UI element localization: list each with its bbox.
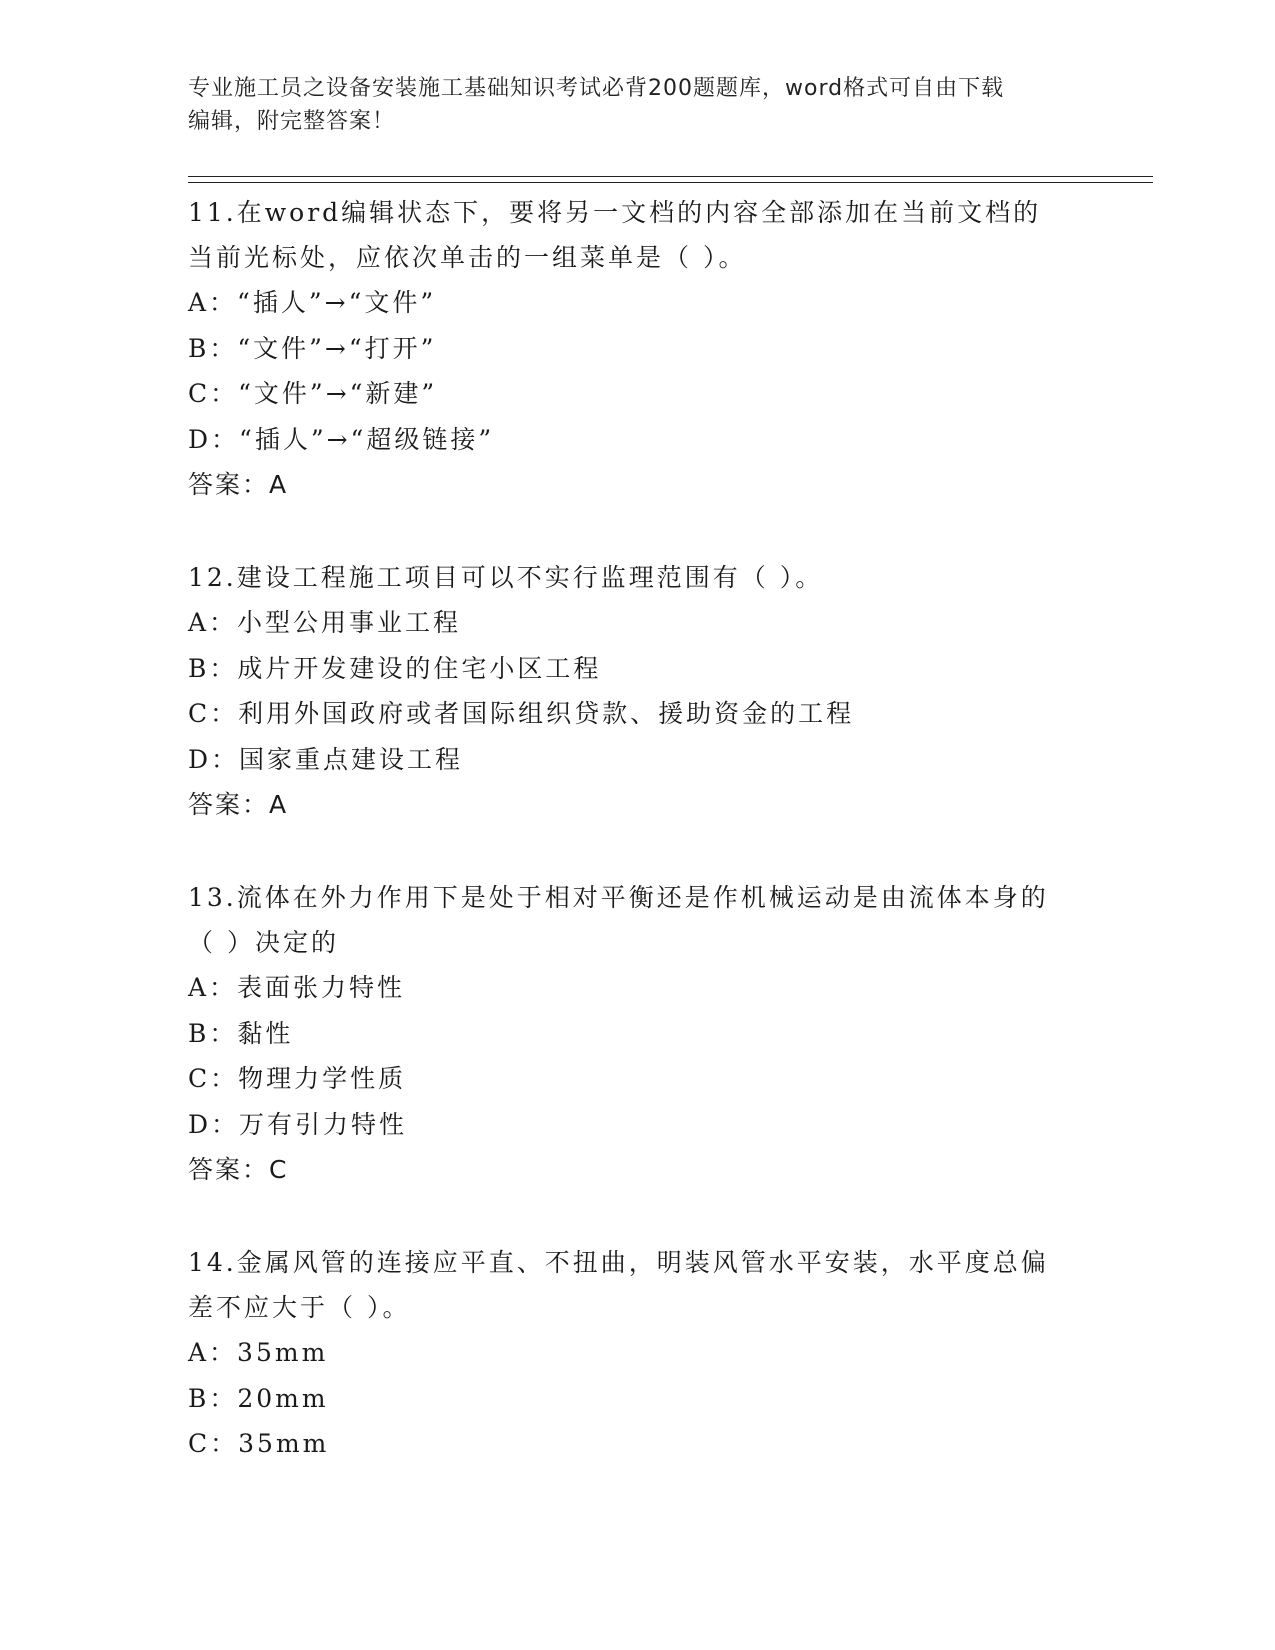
document-header (188, 72, 1088, 138)
question-stem (188, 190, 1088, 280)
option-b: B：20mm (188, 1383, 329, 1413)
option-a: A：“插人”→“文件” (188, 288, 437, 317)
option-a: A：表面张力特性 (188, 973, 406, 1002)
question-stem-line-1: 11.在word编辑状态下，要将另一文档的内容全部添加在当前文档的 (188, 198, 1042, 227)
question-stem-line-2: （ ）决定的 (188, 928, 339, 957)
question-stem (188, 555, 1088, 600)
option-b: B：“文件”→“打开” (188, 333, 437, 363)
option-c: C：“文件”→“新建” (188, 379, 438, 408)
option-a: A：小型公用事业工程 (188, 608, 462, 637)
header-rule-top (188, 176, 1153, 177)
answer-line: 答案：C (188, 1155, 289, 1184)
question-spacer (188, 1192, 1088, 1240)
option-c: C：物理力学性质 (188, 1064, 407, 1093)
header-rule-bottom (188, 182, 1153, 183)
option-a: A：35mm (188, 1338, 329, 1367)
question-list (188, 190, 1088, 1467)
question-12 (188, 555, 1088, 827)
question-stem-line-1: 13.流体在外力作用下是处于相对平衡还是作机械运动是由流体本身的 (188, 883, 1049, 912)
option-c: C：35mm (188, 1429, 330, 1458)
option-c: C：利用外国政府或者国际组织贷款、援助资金的工程 (188, 699, 855, 728)
question-spacer (188, 827, 1088, 875)
question-stem-line-1: 14.金属风管的连接应平直、不扭曲，明装风管水平安装，水平度总偏 (188, 1248, 1049, 1277)
question-11 (188, 190, 1088, 507)
option-b: B：黏性 (188, 1018, 294, 1048)
question-13 (188, 875, 1088, 1192)
option-d: D：国家重点建设工程 (188, 744, 464, 774)
question-14 (188, 1240, 1088, 1467)
header-title-line-2: 编辑，附完整答案！ (188, 109, 396, 134)
question-stem-line-2: 当前光标处，应依次单击的一组菜单是（ ）。 (188, 243, 747, 272)
question-spacer (188, 507, 1088, 555)
option-d: D：万有引力特性 (188, 1109, 408, 1139)
option-b: B：成片开发建设的住宅小区工程 (188, 653, 602, 683)
question-stem (188, 1240, 1088, 1330)
answer-line: 答案：A (188, 470, 289, 499)
option-d: D：“插人”→“超级链接” (188, 424, 495, 454)
answer-line: 答案：A (188, 790, 289, 819)
question-stem-line-1: 12.建设工程施工项目可以不实行监理范围有（ ）。 (188, 563, 824, 592)
question-stem (188, 875, 1088, 965)
question-stem-line-2: 差不应大于（ ）。 (188, 1293, 411, 1322)
header-title-line-1: 专业施工员之设备安装施工基础知识考试必背200题题库，word格式可自由下载 (188, 76, 1005, 101)
